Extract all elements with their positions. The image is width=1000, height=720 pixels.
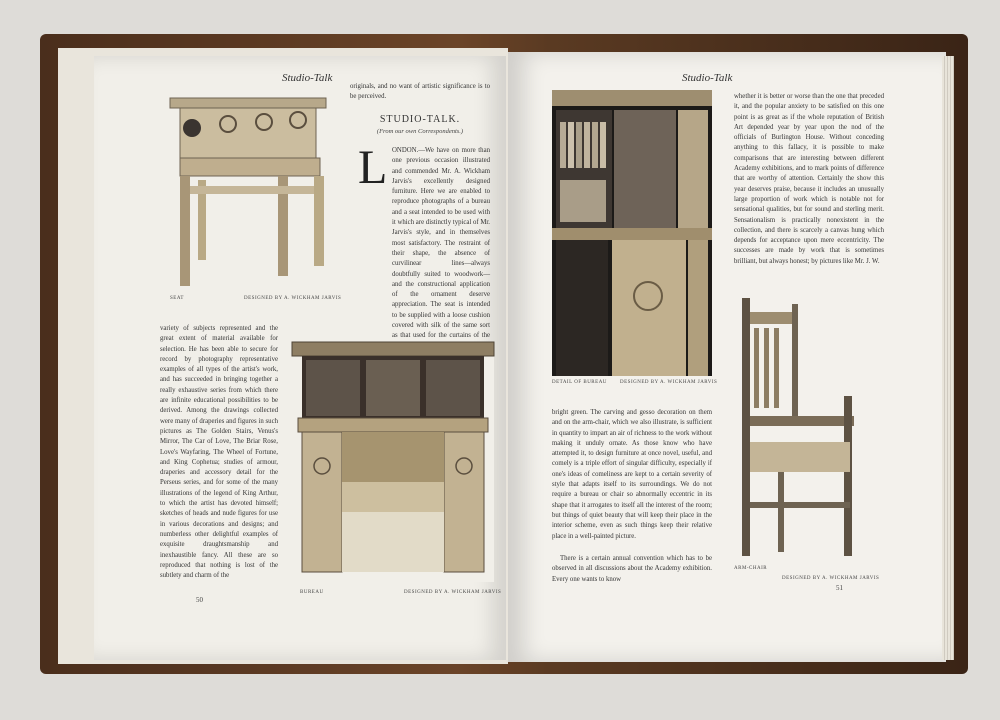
seat-photo	[168, 90, 338, 290]
caption-seat-credit: DESIGNED BY A. WICKHAM JARVIS	[244, 296, 342, 301]
dropcap: L	[358, 141, 388, 194]
section-title: STUDIO-TALK.	[379, 114, 461, 125]
caption-chair-label: ARM-CHAIR	[734, 566, 768, 571]
running-header-left: Studio-Talk	[282, 72, 333, 84]
running-header-right: Studio-Talk	[682, 72, 733, 84]
caption-bureau-label: BUREAU	[300, 590, 324, 595]
bureau-detail-photo	[552, 90, 712, 376]
caption-chair-credit: DESIGNED BY A. WICKHAM JARVIS	[782, 576, 880, 581]
section-subtitle: (From our own Correspondents.)	[376, 128, 464, 135]
left-body-lower: variety of subjects represented and the great extent of material available for selection. He has been able to secure for record by photography representative examples of all types of the artist's work, and has succeeded in bringing together a really exhaustive series from which there are infinite educational possibilities to be derived. Among the drawings collected were many of draperies and figures in such pictures as The Golden Stairs, Venus's Mirror, The Car of Love, The Briar Rose, Love's Wayfaring, The Wheel of Fortune, and King Cophetua; studies of armour, draperies and accessory detail for the Perseus series, and for some of the many illustrations of the legend of King Arthur, to which the artist has devoted himself; sketches of heads and nude figures for use in various decorations and designs; and numberless other delightful examples of exquisite draughtsmanship and inexhaustible fancy. All these are so reproduced that nothing is lost of the subtlety and charm of the	[160, 325, 278, 580]
caption-seat-label: SEAT	[170, 296, 184, 301]
caption-detail-label: DETAIL OF BUREAU	[552, 380, 607, 385]
right-body: bright green. The carving and gesso decoration on them and on the arm-chair, which we also illustrate, is sufficient in quantity to impart an air of richness to the work without making it unduly ornate. As those know who have attempted it, to design furniture at once novel, useful, and comely is a triple effort of singular difficulty, especially if one's ideas of comeliness are kept to a certain severity of style that adapts itself to its surroundings. We do not require a bureau or chair so abnormally eccentric in its shape that it arrogates to itself all the interest of the room; but things of quiet beauty that will keep their place in the interior scheme, even as such things keep their relative place in a well-painted picture.	[552, 409, 712, 540]
left-body-cont	[356, 182, 490, 316]
right-top-text: whether it is better or worse than the one that preceded it, and the popular anxiety to be satisfied on this one point is as great as if the whole reputation of British Art depended year by year upon the nod of the officials of Burlington House. Without conceding anything to this fallacy, it is possible to make comparisons that are interesting between different Academy exhibitions, and to mark points of difference that are worthy of attention. Certainly the show this year deserves praise, because it includes an unusually large proportion of work which is notable not for sensational qualities, but for sound and sterling merit. Sensationalism is practically nonexistent in the collection, and there is scarcely a canvas hung which depends for acceptance upon mere eccentricity. The successes are made by work that is sometimes brilliant, but always honest; by pictures like Mr. J. W.	[734, 93, 884, 265]
right-body-end: There is a certain annual convention which has to be observed in all discussions about the Academy exhibition. Every one wants to know	[552, 555, 712, 583]
left-body-text: ONDON.—We have on more than one previous occasion illustrated and commended Mr. A. Wickham Jarvis's excellently designed furniture. Here we are enabled to reproduce photographs of a bureau and a seat intended to be used with it which are distinctly typical of Mr. Jarvis's style, and in themselves most satisfactory. The restraint of their shape, the absence of curvilinear lines—always doubtfully suited to woodwork—and the constructional application of the ornament deserve appreciation. The seat is intended to be supplied with a loose cushion covered with silk of the same sort as that used for the curtains of the	[392, 147, 490, 340]
page-number-right: 51	[836, 584, 843, 592]
page-edges-right	[942, 56, 954, 660]
arm-chair-photo	[732, 292, 862, 560]
caption-bureau-credit: DESIGNED BY A. WICKHAM JARVIS	[404, 590, 502, 595]
left-body-intro	[392, 146, 490, 340]
left-top-text: originals, and no want of artistic significance is to be perceived.	[350, 83, 490, 101]
caption-detail-credit: DESIGNED BY A. WICKHAM JARVIS	[620, 380, 718, 385]
page-number-left: 50	[196, 596, 203, 604]
bureau-photo	[292, 342, 494, 582]
